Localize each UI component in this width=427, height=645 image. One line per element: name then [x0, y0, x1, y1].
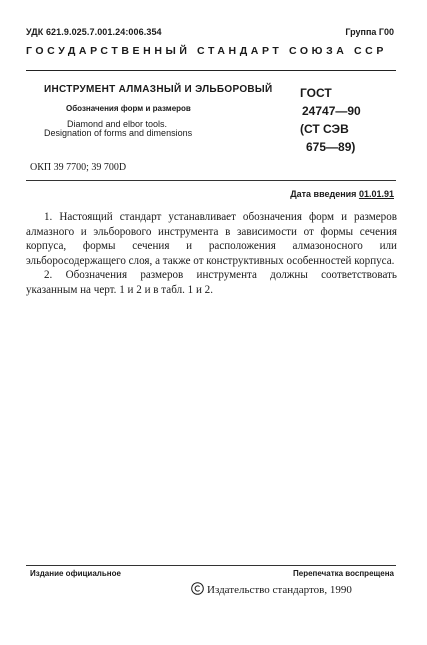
introduction-date-label: Дата введения — [290, 189, 357, 199]
bottom-divider — [26, 565, 396, 566]
reprint-notice: Перепечатка воспрещена — [293, 569, 394, 578]
introduction-date — [290, 189, 394, 199]
copyright-icon — [191, 582, 204, 595]
paragraph-1: 1. Настоящий стандарт устанавливает обозначения форм и размеров алмазного и эльборового инструмента в зависимости от формы сечения корпуса, формы сечения и расположения алмазоносного или эльборосодержащего слоя, а также от конструктивных особенностей корпуса. — [26, 211, 397, 267]
paragraph-2: 2. Обозначения размеров инструмента должны соответствовать указанным на черт. 1 и 2 и в табл. 1 и 2. — [26, 269, 397, 296]
st-sev-number: 675—89) — [306, 140, 356, 154]
top-divider — [26, 70, 396, 71]
introduction-date-value: 01.01.91 — [358, 189, 394, 199]
english-title-line-1: Diamond and elbor tools. — [67, 119, 168, 129]
okp-code: ОКП 39 7700; 39 700D — [30, 162, 127, 173]
document-title: ИНСТРУМЕНТ АЛМАЗНЫЙ И ЭЛЬБОРОВЫЙ — [44, 84, 273, 95]
document-body — [26, 210, 397, 298]
standard-name: ГОСУДАРСТВЕННЫЙ СТАНДАРТ СОЮЗА ССР — [26, 45, 387, 57]
group-code: Группа Г00 — [345, 27, 394, 37]
document-subtitle: Обозначения форм и размеров — [66, 104, 191, 113]
official-edition-label: Издание официальное — [30, 569, 121, 578]
st-sev-label: (СТ СЭВ — [300, 122, 349, 136]
gost-label: ГОСТ — [300, 86, 332, 100]
copyright-text: Издательство стандартов, 1990 — [207, 584, 352, 596]
gost-number-block — [300, 84, 380, 156]
gost-number: 24747—90 — [302, 104, 361, 118]
middle-divider — [26, 180, 396, 181]
english-title-line-2: Designation of forms and dimensions — [44, 128, 193, 138]
udk-code: УДК 621.9.025.7.001.24:006.354 — [26, 27, 162, 37]
copyright-line — [191, 582, 352, 596]
